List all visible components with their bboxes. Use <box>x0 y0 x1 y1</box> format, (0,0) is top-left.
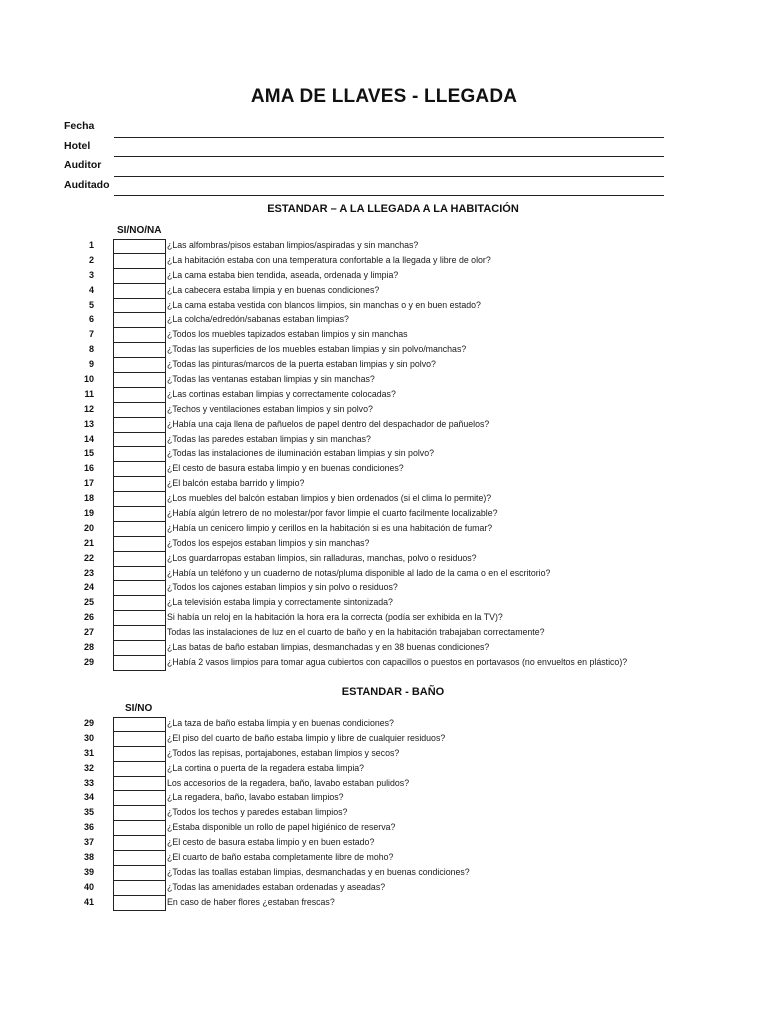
column-header-si-no: SI/NO <box>125 703 153 714</box>
question-text: ¿La cama estaba bien tendida, aseada, ordenada y limpia? <box>167 269 399 280</box>
answer-box[interactable] <box>113 239 166 254</box>
item-number: 40 <box>83 881 94 892</box>
answer-box[interactable] <box>113 641 166 656</box>
question-text: ¿Las alfombras/pisos estaban limpios/aspiradas y sin manchas? <box>167 240 419 250</box>
header-field <box>64 138 664 158</box>
answer-box[interactable] <box>113 313 166 328</box>
header-field <box>64 157 664 177</box>
question-text: ¿La taza de baño estaba limpia y en buenas condiciones? <box>167 718 394 728</box>
item-number: 31 <box>83 747 94 758</box>
item-number: 28 <box>83 642 94 653</box>
answer-box[interactable] <box>113 762 166 777</box>
answer-box[interactable] <box>113 896 166 911</box>
question-text: ¿Todas las paredes estaban limpias y sin manchas? <box>167 433 371 444</box>
answer-box[interactable] <box>113 717 166 732</box>
answer-box[interactable] <box>113 284 166 299</box>
answer-box[interactable] <box>113 328 166 343</box>
item-number: 19 <box>83 508 94 519</box>
item-number: 36 <box>83 822 94 833</box>
answer-box[interactable] <box>113 254 166 269</box>
question-text: ¿Había un cenicero limpio y cerillos en la habitación si es una habitación de fumar? <box>167 522 493 533</box>
question-text: ¿Todos los cajones estaban limpios y sin polvo o residuos? <box>167 582 398 593</box>
item-number: 30 <box>83 732 94 743</box>
question-text: ¿Estaba disponible un rollo de papel higiénico de reserva? <box>167 822 396 833</box>
item-number: 11 <box>84 388 94 399</box>
question-text: ¿La cama estaba vestida con blancos limpios, sin manchas o y en buen estado? <box>167 299 481 310</box>
question-text: Todas las instalaciones de luz en el cuarto de baño y en la habitación trabajaban correctamente? <box>167 627 545 638</box>
question-text: ¿El piso del cuarto de baño estaba limpio y libre de cualquier residuos? <box>167 732 446 743</box>
item-number: 38 <box>83 852 94 863</box>
question-text: ¿Había algún letrero de no molestar/por favor limpie el cuarto facilmente localizable? <box>167 508 498 519</box>
answer-box[interactable] <box>113 552 166 567</box>
answer-box[interactable] <box>113 477 166 492</box>
item-number: 6 <box>88 314 94 325</box>
question-text: ¿Todas las instalaciones de iluminación estaban limpias y sin polvo? <box>167 448 434 459</box>
question-text: ¿Todas las toallas estaban limpias, desmanchadas y en buenas condiciones? <box>167 866 470 877</box>
item-number: 37 <box>83 837 94 848</box>
question-text: ¿El cesto de basura estaba limpio y en buen estado? <box>167 837 375 848</box>
question-text: ¿La cortina o puerta de la regadera estaba limpia? <box>167 762 365 773</box>
item-number: 27 <box>83 627 94 638</box>
answer-box[interactable] <box>113 269 166 284</box>
question-text: ¿Había una caja llena de pañuelos de papel dentro del despachador de pañuelos? <box>167 418 490 429</box>
item-number: 23 <box>83 567 94 578</box>
header-fields <box>64 118 664 196</box>
answer-box[interactable] <box>113 806 166 821</box>
answer-box[interactable] <box>113 433 166 448</box>
page-title: AMA DE LLAVES - LLEGADA <box>250 86 518 107</box>
answer-box[interactable] <box>113 836 166 851</box>
field-label: Auditado <box>64 178 110 191</box>
column-header-si-no-na: SI/NO/NA <box>117 225 162 236</box>
question-text: ¿Había 2 vasos limpios para tomar agua cubiertos con capacillos o puestos en portavasos (no envueltos en plástico)? <box>167 656 628 667</box>
item-number: 22 <box>83 552 94 563</box>
item-number: 29 <box>83 656 94 667</box>
answer-box[interactable] <box>113 581 166 596</box>
field-label: Hotel <box>64 139 91 152</box>
question-text: ¿Todas las pinturas/marcos de la puerta estaban limpias y sin polvo? <box>167 359 436 370</box>
answer-box[interactable] <box>113 611 166 626</box>
item-number: 17 <box>83 478 94 489</box>
question-text: ¿La televisión estaba limpia y correctamente sintonizada? <box>167 597 393 608</box>
answer-box[interactable] <box>113 626 166 641</box>
question-text: ¿Todas las ventanas estaban limpias y sin manchas? <box>167 374 375 385</box>
question-text: ¿El balcón estaba barrido y limpio? <box>167 478 305 489</box>
section-title-bathroom: ESTANDAR - BAÑO <box>341 686 445 698</box>
question-text: ¿Los muebles del balcón estaban limpios y bien ordenados (si el clima lo permite)? <box>167 493 492 504</box>
answer-box[interactable] <box>113 492 166 507</box>
question-text: ¿Todos los techos y paredes estaban limpios? <box>167 807 348 818</box>
item-number: 12 <box>83 403 94 414</box>
answer-box[interactable] <box>113 732 166 747</box>
item-number: 1 <box>88 240 94 250</box>
item-number: 34 <box>83 792 94 803</box>
item-number: 39 <box>83 866 94 877</box>
item-number: 29 <box>83 718 94 728</box>
answer-box[interactable] <box>113 747 166 762</box>
answer-box[interactable] <box>113 567 166 582</box>
answer-box[interactable] <box>113 447 166 462</box>
item-number: 32 <box>83 762 94 773</box>
answer-box[interactable] <box>113 777 166 792</box>
answer-box[interactable] <box>113 851 166 866</box>
answer-box[interactable] <box>113 791 166 806</box>
question-text: ¿Todas las superficies de los muebles estaban limpias y sin polvo/manchas? <box>167 344 467 355</box>
field-input-line[interactable] <box>114 195 664 196</box>
answer-box[interactable] <box>113 388 166 403</box>
question-text: ¿Las batas de baño estaban limpias, desmanchadas y en 38 buenas condiciones? <box>167 642 490 653</box>
question-text: ¿Los guardarropas estaban limpios, sin ralladuras, manchas, polvo o residuos? <box>167 552 477 563</box>
question-text: ¿La cabecera estaba limpia y en buenas condiciones? <box>167 284 380 295</box>
header-field <box>64 118 664 138</box>
answer-box[interactable] <box>113 343 166 358</box>
answer-box[interactable] <box>113 403 166 418</box>
answer-box[interactable] <box>113 821 166 836</box>
item-number: 4 <box>88 284 94 295</box>
question-text: ¿La colcha/edredón/sabanas estaban limpias? <box>167 314 349 325</box>
field-label: Fecha <box>64 120 95 132</box>
header-field <box>64 177 664 197</box>
question-text: ¿El cuarto de baño estaba completamente libre de moho? <box>167 852 394 863</box>
answer-box[interactable] <box>113 418 166 433</box>
question-text: ¿El cesto de basura estaba limpio y en buenas condiciones? <box>167 463 404 474</box>
question-text: En caso de haber flores ¿estaban frescas? <box>167 896 335 907</box>
question-text: ¿Todas las amenidades estaban ordenadas y aseadas? <box>167 881 386 892</box>
answer-box[interactable] <box>113 373 166 388</box>
item-number: 35 <box>83 807 94 818</box>
answer-box[interactable] <box>113 537 166 552</box>
item-number: 10 <box>83 374 94 385</box>
item-number: 2 <box>88 254 94 265</box>
answer-box[interactable] <box>113 522 166 537</box>
question-text: ¿Todos los espejos estaban limpios y sin manchas? <box>167 537 370 548</box>
answer-box[interactable] <box>113 656 166 671</box>
item-number: 7 <box>88 329 94 340</box>
item-number: 20 <box>83 522 94 533</box>
answer-box[interactable] <box>113 596 166 611</box>
question-text: ¿Las cortinas estaban limpias y correctamente colocadas? <box>167 388 396 399</box>
answer-box[interactable] <box>113 462 166 477</box>
item-number: 24 <box>83 582 94 593</box>
item-number: 25 <box>83 597 94 608</box>
question-text: ¿Techos y ventilaciones estaban limpios y sin polvo? <box>167 403 373 414</box>
question-text: ¿La regadera, baño, lavabo estaban limpios? <box>167 792 344 803</box>
answer-box[interactable] <box>113 866 166 881</box>
question-text: Los accesorios de la regadera, baño, lavabo estaban pulidos? <box>167 777 410 788</box>
item-number: 33 <box>83 777 94 788</box>
section-title-arrival: ESTANDAR – A LA LLEGADA A LA HABITACIÓN <box>267 203 519 215</box>
question-text: ¿La habitación estaba con una temperatura confortable a la llegada y libre de olor? <box>167 254 491 265</box>
item-number: 41 <box>83 896 94 907</box>
item-number: 18 <box>83 493 94 504</box>
item-number: 26 <box>83 612 94 623</box>
item-number: 8 <box>88 344 94 355</box>
item-number: 16 <box>83 463 94 474</box>
item-number: 3 <box>88 269 94 280</box>
question-text: ¿Todos los muebles tapizados estaban limpios y sin manchas <box>167 329 408 340</box>
item-number: 5 <box>88 299 94 310</box>
answer-box[interactable] <box>113 507 166 522</box>
item-number: 14 <box>83 433 94 444</box>
item-number: 21 <box>83 537 94 548</box>
answer-box[interactable] <box>113 299 166 314</box>
question-text: Si había un reloj en la habitación la hora era la correcta (podía ser exhibida en la TV)? <box>167 612 503 623</box>
item-number: 15 <box>83 448 94 459</box>
item-number: 9 <box>88 359 94 370</box>
question-text: ¿Había un teléfono y un cuaderno de notas/pluma disponible al lado de la cama o en el escritorio? <box>167 567 551 578</box>
item-number: 13 <box>83 418 94 429</box>
answer-box[interactable] <box>113 881 166 896</box>
field-label: Auditor <box>64 159 102 172</box>
question-text: ¿Todos las repisas, portajabones, estaban limpios y secos? <box>167 747 400 758</box>
answer-box[interactable] <box>113 358 166 373</box>
